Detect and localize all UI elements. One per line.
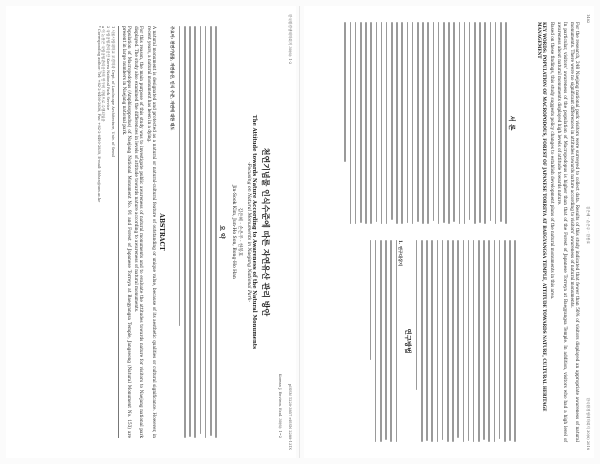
- left-column: [341, 22, 516, 224]
- abstract-en-heading: ABSTRACT: [158, 213, 166, 251]
- abstract-en-para-3: Population of Macropodopus (Amphisoppodus) of Naejang National Monument No. 91 and Forest of Japanese Torreya at Baegyangsa Temple, Jangseong (Natural Monument No. 153) are present in large numbers in Naejang national park.: [121, 26, 133, 438]
- right-page-content: [304, 6, 594, 458]
- corresponding-author: * Corresponding author: Tel: +82-2-6490-2836, Fax: +82-2-6490-2839, E-mail: bhhan@uos.ac.kr: [96, 26, 101, 203]
- methods-subheading: 1. 연구대상지: [397, 240, 403, 267]
- keywords-en: KEY WORDS: POPULATION OF MACROPODOUS, FOREST OF JAPANESE TORREYA AT BAEGYANGSA TEMPLE, ATTITUDE TOWARDS NATURE, CULTURAL HERITAGE MANAGEMENT: [536, 22, 547, 412]
- footnote-3: a 이 논문은 국립공원관리공단의 연구비 지원으로 수행되었음: [101, 26, 106, 122]
- paper-subtitle-en: -Focusing on Natural Monuments in Naejang National Park-: [246, 161, 251, 303]
- left-issn: pISSN 1229-3857 eISSN 2288-131X: [288, 384, 292, 450]
- abstract-en-para-5: In particular, visitors' awareness of the population of Macropodopus is higher than that of the Forest of Japanese Torreya at Baegyangsa Temple. In addition, visitors who had a high level of awareness about natural monuments displayed high levels of attitude towards nature.: [557, 22, 568, 442]
- authors-kr: 김은혜 · 손은주 · 한봉호: [237, 207, 242, 257]
- abstract-en-para-2: For this reason, the main purpose of this study was to investigate public awareness of natural monuments and to evaluate the attitudes towards nature for visitors to Naejang national park displayed. The study also examined the differences in levels of attitude towards nature according to awareness of natural monuments.: [134, 26, 145, 438]
- right-column: [366, 240, 516, 442]
- abstract-kr-heading: 요 약: [218, 225, 225, 239]
- left-journal-citation: Korean J. Environ. Ecol. 30(6): 1~2: [278, 373, 282, 438]
- footnote-rule: [118, 26, 119, 438]
- right-page-number: 1482: [586, 14, 590, 24]
- left-page: [6, 6, 296, 458]
- abstract-en-para-1: A natural monument is designated and protected as a natural or natural-cultural feature of outstanding or unique value, because of its aesthetic qualities or cultural significance. However, in recent years, a natural monument has been in a dying.: [146, 26, 157, 438]
- intro-heading: 서 론: [508, 115, 516, 131]
- abstract-kr-body: [179, 26, 217, 438]
- keywords-kr: 주요어: 천연기념물, 자연유산, 인식 수준, 자연에 대한 태도: [170, 26, 176, 131]
- paper-title-kr: 천연기념물 인식수준에 따른 자연유산 관리 방안: [261, 147, 272, 317]
- footnote-2: 2 국립공원관리공단 Korea National Park Service: [106, 26, 111, 111]
- abstract-en-para-4: For the research, 248 Naejang national park visitors were surveyed to collect data. Results of this study indicated that fewer than 50% of visitors displayed an appropriate awareness of natural monuments. There were no significant differences in attitudes towards nature according to visitors' awareness of natural monuments.: [569, 22, 580, 442]
- right-running-authors: 김은혜 · 손은주 · 한봉호: [586, 206, 590, 245]
- abstract-en-para-6: Based on these findings, this study suggests policy changes to establish development plans of the natural monuments in this area.: [550, 22, 556, 300]
- paper-title-en: The Attitude towards Nature According to Awareness of the Natural Monuments: [251, 114, 258, 350]
- left-running-header: 한국환경생태학회지 30(6): 1-2: [288, 14, 292, 65]
- left-page-content: [6, 6, 296, 458]
- footnote-1: 1 서울시립대학교 조경학과 Dept. of Landscape Architecture, Univ. of Seoul: [110, 26, 115, 157]
- page-gutter: [299, 6, 300, 458]
- right-running-journal: 한국환경생태학회지 30(6) 2016: [586, 397, 590, 450]
- methods-heading: 연구방법: [403, 328, 412, 354]
- authors-en: Jin-Sook Kim, Jun-Ho Son, Bong-Ho Han: [231, 185, 236, 279]
- right-page: [304, 6, 594, 458]
